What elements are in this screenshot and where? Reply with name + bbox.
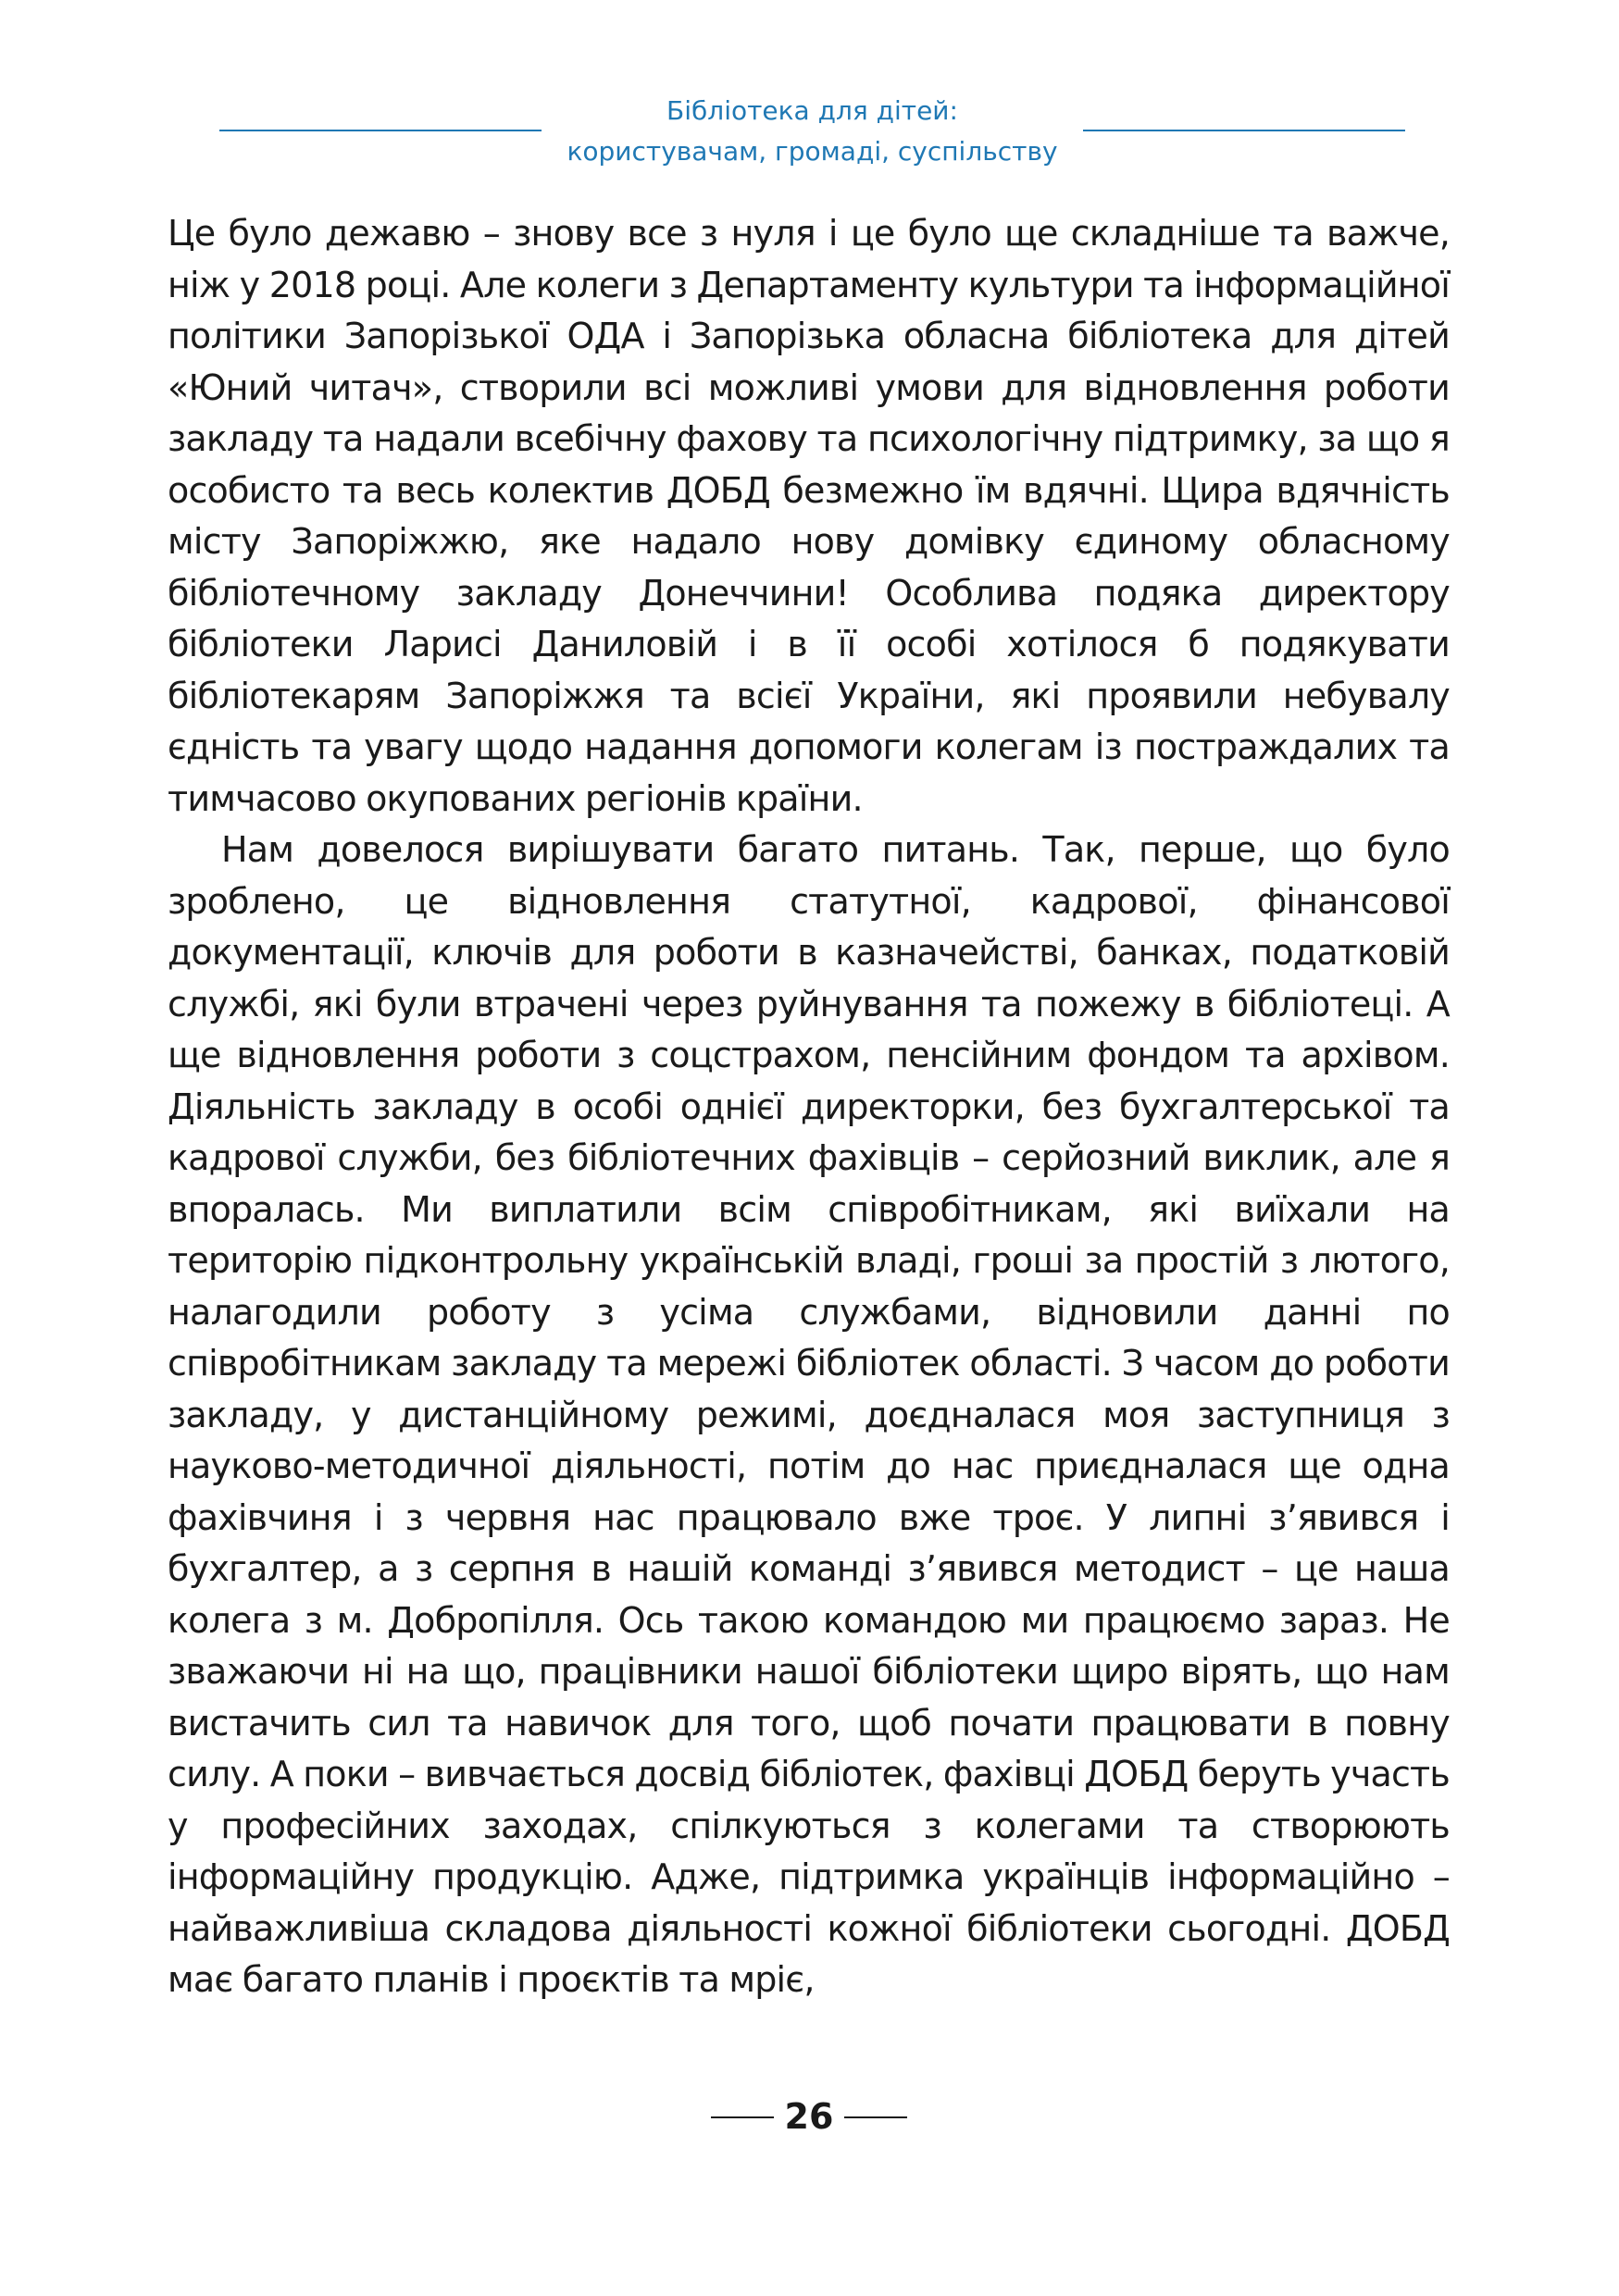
page-number: 26	[784, 2096, 834, 2137]
running-header	[0, 91, 1619, 174]
header-title-line2: користувачам, громаді, суспільству	[567, 136, 1058, 167]
footer-rule-left	[711, 2116, 774, 2118]
footer-rule-right	[844, 2116, 907, 2118]
header-title-line1: Бібліотека для дітей:	[666, 95, 958, 126]
body-text	[168, 208, 1450, 2006]
paragraph-1: Це було дежавю – знову все з нуля і це було ще складніше та важче, ніж у 2018 році. Але колеги з Департаменту культури та інформаційної політики Запорізької ОДА і Запорізька обласна бібліотека для дітей «Юний читач», створили всі можливі умови для відновлення роботи закладу та надали всебічну фахову та психологічну підтримку, за що я особисто та весь колектив ДОБД безмежно їм вдячні. Щира вдячність місту Запоріжжю, яке надало нову домівку єдиному обласному бібліотечному закладу Донеччини! Особлива подяка директору бібліотеки Ларисі Даниловій і в її особі хотілося б подякувати бібліотекарям Запоріжжя та всієї України, які проявили небувалу єдність та увагу щодо надання допомоги колегам із постраждалих та тимчасово окупованих регіонів країни.	[168, 213, 1450, 819]
page-footer	[0, 2093, 1619, 2140]
header-rule-right	[1083, 130, 1405, 131]
header-title	[542, 91, 1083, 172]
paragraph-2: Нам довелося вирішувати багато питань. Так, перше, що було зроблено, це відновлення статутної, кадрової, фінансової документації, ключів для роботи в казначействі, банках, податковій службі, які були втрачені через руйнування та пожежу в бібліотеці. А ще відновлення роботи з соцстрахом, пенсійним фондом та архівом. Діяльність закладу в особі однієї директорки, без бухгалтерської та кадрової служби, без бібліотечних фахівців – серйозний виклик, але я впоралась. Ми виплатили всім співробітникам, які виїхали на територію підконтрольну українській владі, гроші за простій з лютого, налагодили роботу з усіма службами, відновили данні по співробітникам закладу та мережі бібліотек області. З часом до роботи закладу, у дистанційному режимі, доєдналася моя заступниця з науково-методичної діяльності, потім до нас приєдналася ще одна фахівчиня і з червня нас працювало вже троє. У липні з’явився і бухгалтер, а з серпня в нашій команді з’явився методист – це наша колега з м. Добропілля. Ось такою командою ми працюємо зараз. Не зважаючи ні на що, працівники нашої бібліотеки щиро вірять, що нам вистачить сил та навичок для того, щоб почати працювати в повну силу. А поки – вивчається досвід бібліотек, фахівці ДОБД беруть участь у професійних заходах, спілкуються з колегами та створюють інформаційну продукцію. Адже, підтримка українців інформаційно – найважливіша складова діяльності кожної бібліотеки сьогодні. ДОБД має багато планів і проєктів та мріє,	[168, 829, 1450, 2000]
header-rule-left	[219, 130, 542, 131]
